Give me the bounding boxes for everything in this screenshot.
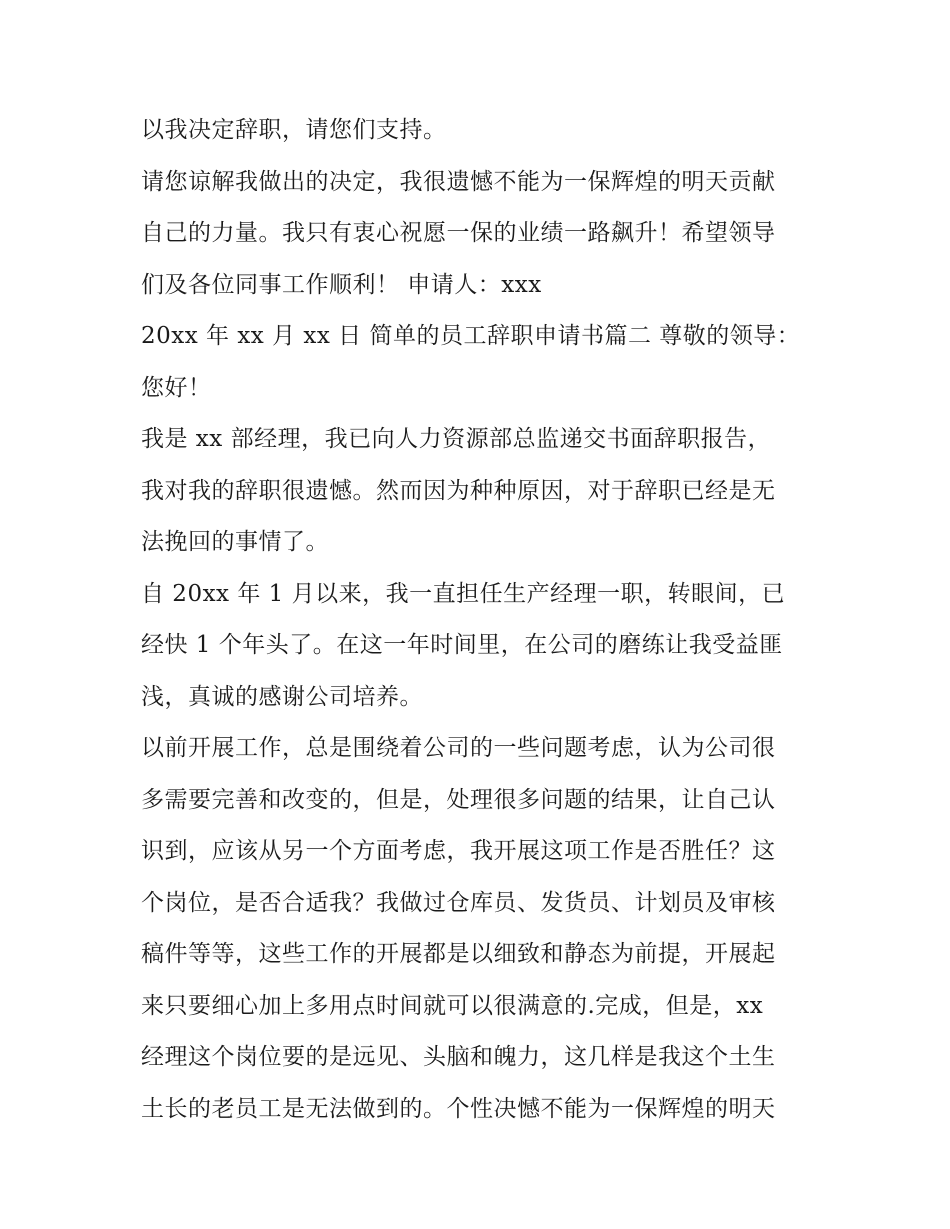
text-line: 您好！ <box>141 374 212 401</box>
text-line: 经快 1 个年头了。在这一年时间里，在公司的磨练让我受益匪 <box>141 632 783 658</box>
text-line: 法挽回的事情了。 <box>141 529 329 555</box>
text-line: 经理这个岗位要的是远见、头脑和魄力，这几样是我这个土生 <box>141 1044 776 1070</box>
text-line: 浅，真诚的感谢公司培养。 <box>141 683 423 710</box>
text-line: 以我决定辞职，请您们支持。 <box>141 117 447 143</box>
text-line: 以前开展工作，总是围绕着公司的一些问题考虑，认为公司很 <box>141 735 776 761</box>
document-body <box>141 108 821 1138</box>
text-line: 我对我的辞职很遗憾。然而因为种种原因，对于辞职已经是无 <box>141 477 776 504</box>
text-line: 们及各位同事工作顺利！ 申请人：xxx <box>141 271 542 298</box>
text-line: 土长的老员工是无法做到的。个性决憾不能为一保辉煌的明天 <box>141 1095 776 1122</box>
text-line: 20xx 年 xx 月 xx 日 简单的员工辞职申请书篇二 尊敬的领导： <box>141 323 801 349</box>
text-line: 请您谅解我做出的决定，我很遗憾不能为一保辉煌的明天贡献 <box>141 168 776 195</box>
text-line: 稿件等等，这些工作的开展都是以细致和静态为前提，开展起 <box>141 941 776 967</box>
text-line: 多需要完善和改变的，但是，处理很多问题的结果，让自己认 <box>141 786 776 813</box>
text-line: 我是 xx 部经理，我已向人力资源部总监递交书面辞职报告， <box>141 426 772 452</box>
text-line: 自 20xx 年 1 月以来，我一直担任生产经理一职，转眼间，已 <box>141 580 786 607</box>
text-line: 来只要细心加上多用点时间就可以很满意的.完成，但是，xx <box>141 992 764 1019</box>
text-line: 自己的力量。我只有衷心祝愿一保的业绩一路飙升！希望领导 <box>141 220 776 246</box>
text-line: 个岗位，是否合适我？我做过仓库员、发货员、计划员及审核 <box>141 889 776 916</box>
text-line: 识到，应该从另一个方面考虑，我开展这项工作是否胜任？这 <box>141 838 776 864</box>
